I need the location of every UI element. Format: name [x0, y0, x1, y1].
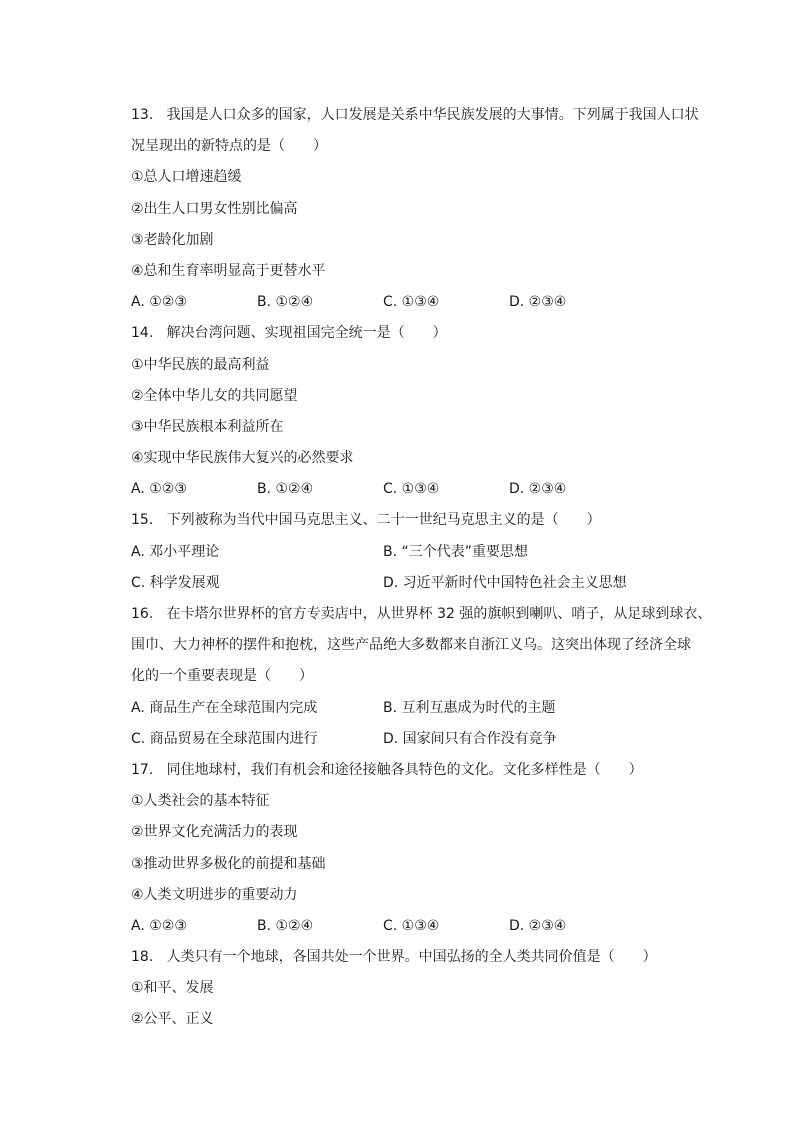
answer-options [131, 287, 711, 318]
statement-item: ②世界文化充满活力的表现 [131, 824, 298, 841]
question-number: 18. [131, 949, 154, 966]
option-d: D. 国家间只有合作没有竞争 [383, 730, 557, 747]
statement-item: ④人类文明进步的重要动力 [131, 886, 298, 903]
answer-options-row-2 [131, 568, 711, 599]
question-text-continued: 化的一个重要表现是（ ） [131, 668, 313, 685]
question-number: 13. [131, 107, 154, 123]
option-b: B. 互利互惠成为时代的主题 [383, 699, 556, 716]
statement-item: ②全体中华儿女的共同愿望 [131, 387, 298, 404]
answer-options-row-2 [131, 724, 711, 755]
answer-options [131, 911, 711, 942]
question-text-continued: 况呈现出的新特点的是（ ） [131, 138, 327, 155]
statement-item: ④实现中华民族伟大复兴的必然要求 [131, 450, 354, 467]
question-text: 解决台湾问题、实现祖国完全统一是（ ） [166, 325, 447, 342]
option-d: D. ②③④ [509, 294, 567, 311]
question-text: 同住地球村，我们有机会和途径接触各具特色的文化。文化多样性是（ ） [166, 761, 643, 778]
question-text-continued: 围巾、大力神杯的摆件和抱枕，这些产品绝大多数都来自浙江义乌。这突出体现了经济全球 [131, 637, 691, 654]
option-d: D. ②③④ [509, 917, 567, 934]
option-b: B. ①②④ [257, 917, 314, 934]
option-a: A. 商品生产在全球范围内完成 [131, 699, 318, 716]
option-b: B. “三个代表”重要思想 [383, 543, 529, 560]
statement-item: ③老龄化加剧 [131, 231, 214, 248]
answer-options-row-1 [131, 693, 711, 724]
question-13-stem [131, 100, 711, 131]
option-c: C. 商品贸易在全球范围内进行 [131, 730, 318, 747]
statement-item: ④总和生育率明显高于更替水平 [131, 262, 326, 279]
question-18-stem [131, 942, 711, 973]
statement-item: ①和平、发展 [131, 980, 214, 997]
answer-options [131, 474, 711, 505]
option-c: C. ①③④ [383, 917, 440, 934]
question-number: 15. [131, 512, 154, 529]
question-text: 在卡塔尔世界杯的官方专卖店中，从世界杯 32 强的旗帜到喇叭、哨子，从足球到球衣、 [166, 606, 712, 622]
question-text: 我国是人口众多的国家，人口发展是关系中华民族发展的大事情。下列属于我国人口状 [166, 107, 699, 123]
option-a: A. ①②③ [131, 481, 187, 498]
option-a: A. 邓小平理论 [131, 543, 220, 560]
option-d: D. ②③④ [509, 481, 567, 498]
answer-options-row-1 [131, 537, 711, 568]
option-d: D. 习近平新时代中国特色社会主义思想 [383, 574, 627, 591]
question-17-stem [131, 755, 711, 786]
question-number: 14. [131, 325, 154, 342]
statement-item: ③推动世界多极化的前提和基础 [131, 855, 326, 872]
option-c: C. ①③④ [383, 481, 440, 498]
option-b: B. ①②④ [257, 294, 314, 311]
question-text: 人类只有一个地球，各国共处一个世界。中国弘扬的全人类共同价值是（ ） [166, 949, 657, 966]
option-a: A. ①②③ [131, 294, 187, 311]
option-a: A. ①②③ [131, 917, 187, 934]
option-c: C. 科学发展观 [131, 574, 220, 591]
statement-item: ②公平、正义 [131, 1011, 214, 1028]
question-15-stem [131, 505, 711, 536]
exam-page [131, 100, 711, 1036]
question-text: 下列被称为当代中国马克思主义、二十一世纪马克思主义的是（ ） [166, 512, 601, 529]
statement-item: ①中华民族的最高利益 [131, 356, 270, 373]
option-c: C. ①③④ [383, 294, 440, 311]
question-number: 17. [131, 761, 154, 778]
statement-item: ②出生人口男女性别比偏高 [131, 200, 298, 217]
question-number: 16. [131, 606, 154, 622]
statement-item: ①总人口增速趋缓 [131, 169, 242, 186]
statement-item: ①人类社会的基本特征 [131, 793, 270, 810]
question-14-stem [131, 318, 711, 349]
option-b: B. ①②④ [257, 481, 314, 498]
question-16-stem [131, 599, 711, 630]
statement-item: ③中华民族根本利益所在 [131, 418, 284, 435]
